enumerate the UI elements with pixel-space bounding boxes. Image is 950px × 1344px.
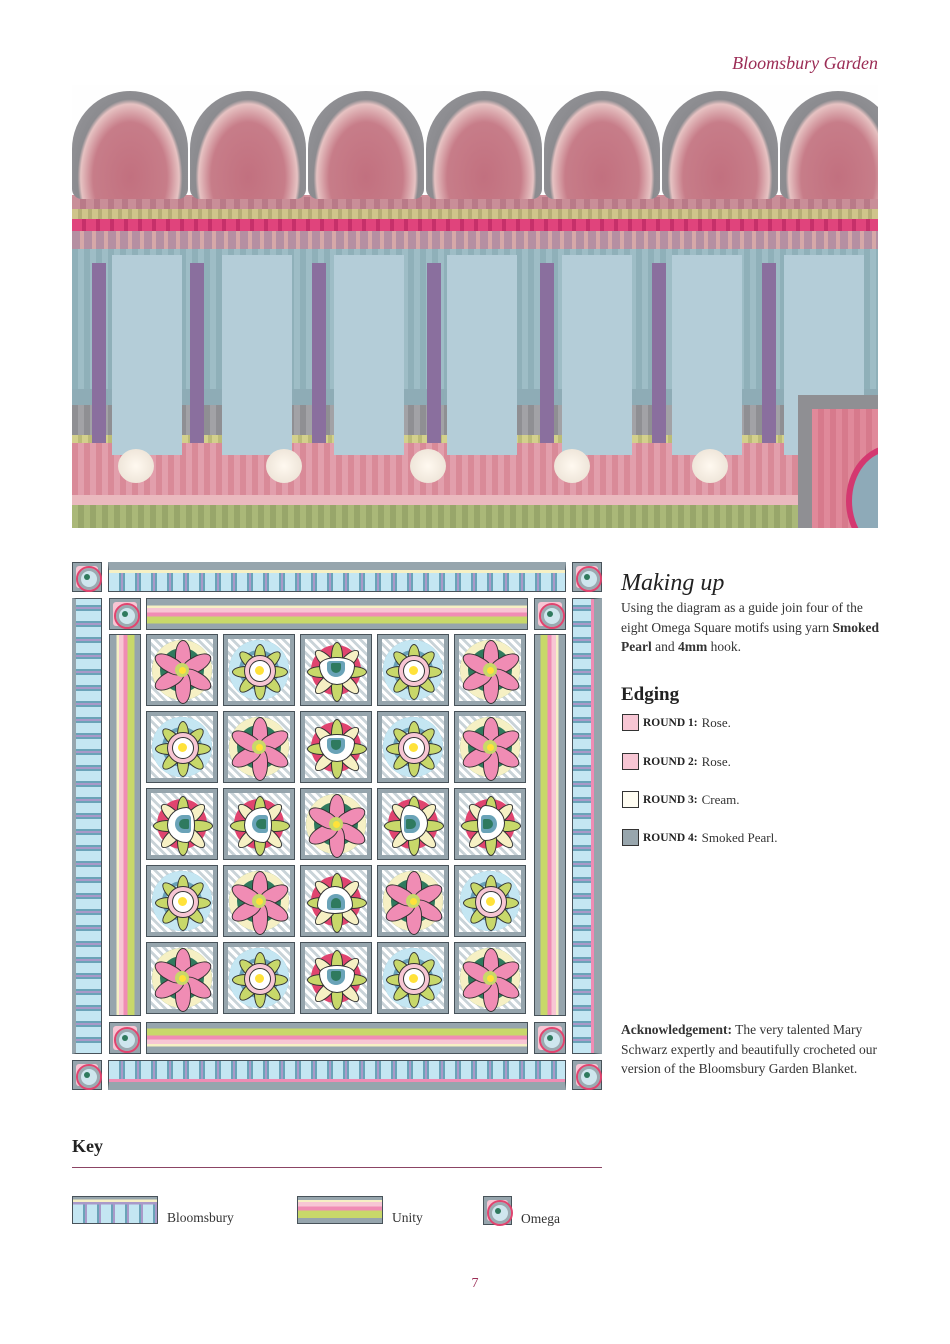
motif-rose: [223, 942, 295, 1014]
edging-round-1: ROUND 1: Rose.: [622, 714, 731, 731]
blanket-edging-photo: [72, 85, 878, 528]
motif-lily: [146, 634, 218, 706]
motif-tulip-left: [454, 788, 526, 860]
motif-lily: [454, 942, 526, 1014]
motif-lily: [146, 942, 218, 1014]
motif-lily: [377, 865, 449, 937]
motif-lily: [454, 634, 526, 706]
omega-swatch-icon: [483, 1196, 512, 1225]
motif-rose: [146, 711, 218, 783]
running-title: Bloomsbury Garden: [732, 53, 878, 73]
unity-strip-top: [146, 598, 528, 630]
omega-square: [109, 1022, 141, 1054]
making-up-text: Using the diagram as a guide join four of the eight Omega Square motifs using yarn Smoked Pearl and 4mm hook.: [621, 600, 879, 654]
omega-square: [534, 1022, 566, 1054]
motif-lily: [223, 865, 295, 937]
edging-heading: Edging: [621, 684, 680, 705]
edging-round-2: ROUND 2: Rose.: [622, 753, 731, 770]
motif-lily: [223, 711, 295, 783]
unity-strip-right: [534, 634, 566, 1016]
omega-square: [572, 1060, 602, 1090]
omega-square: [109, 598, 141, 630]
motif-tulip-down: [300, 865, 372, 937]
motif-rose: [223, 634, 295, 706]
blanket-layout-diagram: [72, 562, 602, 1092]
key-item-unity: Unity: [297, 1196, 423, 1224]
motif-rose: [146, 865, 218, 937]
omega-square: [72, 562, 102, 592]
page-number: 7: [471, 1276, 479, 1291]
motif-tulip-up: [300, 942, 372, 1014]
motif-rose: [454, 865, 526, 937]
motif-lily: [454, 711, 526, 783]
motif-tulip-right: [146, 788, 218, 860]
unity-swatch-icon: [297, 1196, 383, 1224]
color-swatch: [622, 714, 639, 731]
edging-round-3: ROUND 3: Cream.: [622, 791, 740, 808]
key-item-bloomsbury: Bloomsbury: [72, 1196, 234, 1224]
motif-grid: [146, 634, 530, 1018]
edging-round-4: ROUND 4: Smoked Pearl.: [622, 829, 777, 846]
key-item-omega: Omega: [483, 1196, 560, 1225]
color-swatch: [622, 829, 639, 846]
omega-square: [572, 562, 602, 592]
making-up-heading: Making up: [621, 570, 725, 596]
motif-tulip-up: [300, 711, 372, 783]
unity-strip-left: [109, 634, 141, 1016]
color-swatch: [622, 753, 639, 770]
motif-rose: [377, 711, 449, 783]
motif-tulip-left: [377, 788, 449, 860]
motif-rose: [377, 942, 449, 1014]
omega-square: [72, 1060, 102, 1090]
unity-strip-bottom: [146, 1022, 528, 1054]
bloomsbury-strip-left: [72, 598, 102, 1054]
bloomsbury-strip-right: [572, 598, 602, 1054]
motif-lily: [300, 788, 372, 860]
motif-tulip-up: [300, 634, 372, 706]
bloomsbury-strip-bottom: [108, 1060, 566, 1090]
motif-tulip-right: [223, 788, 295, 860]
key-divider: [72, 1167, 602, 1168]
bloomsbury-swatch-icon: [72, 1196, 158, 1224]
omega-square: [534, 598, 566, 630]
motif-rose: [377, 634, 449, 706]
acknowledgement: Acknowledgement: The very talented Mary Schwarz expertly and beautifully crocheted our version of the Bloomsbury Garden Blanket.: [621, 1022, 878, 1076]
bloomsbury-strip-top: [108, 562, 566, 592]
color-swatch: [622, 791, 639, 808]
key-heading: Key: [72, 1136, 103, 1156]
